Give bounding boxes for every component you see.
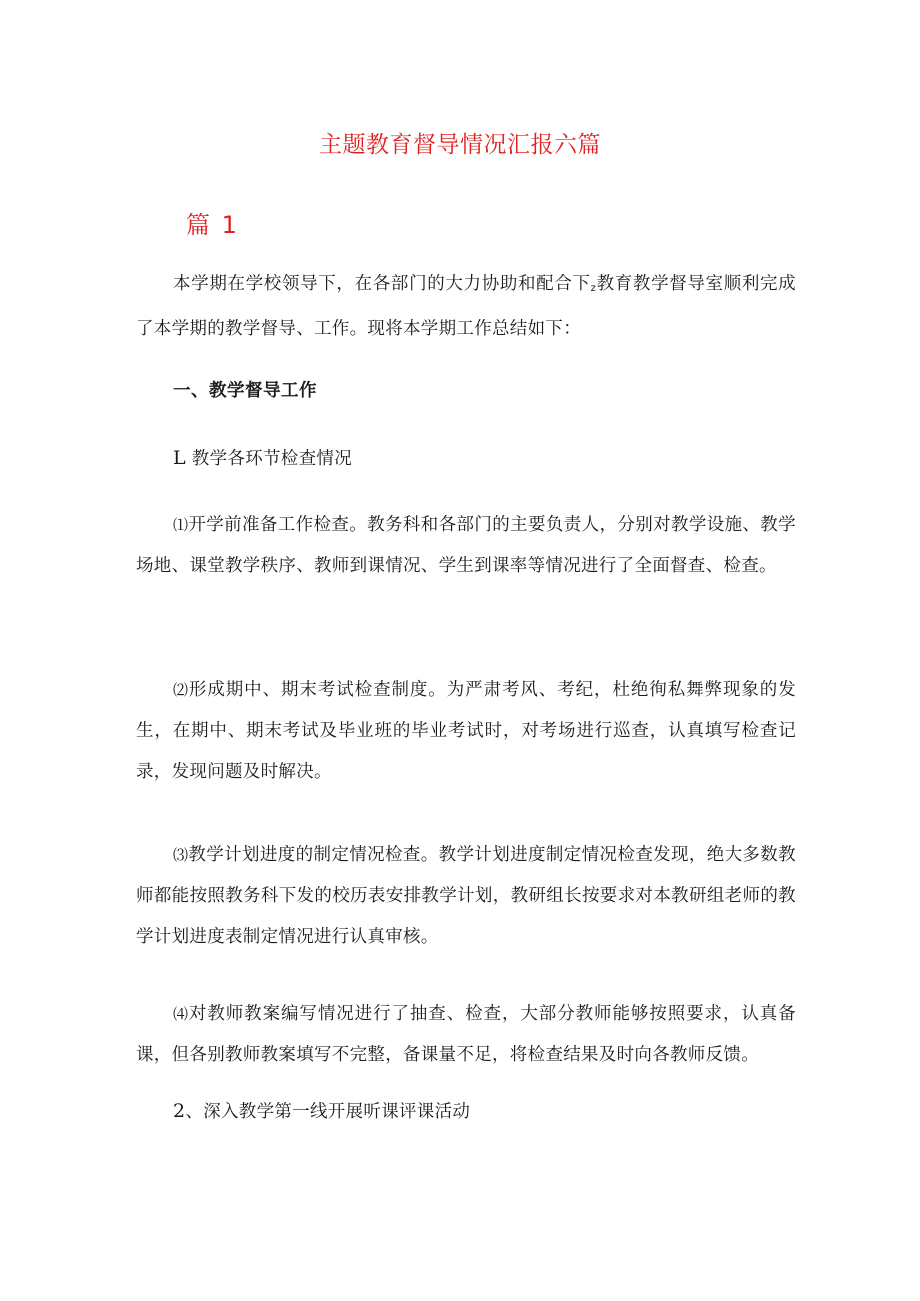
item-text: 对教师教案编写情况进行了抽查、检查，大部分教师能够按照要求，认真备课，但各别教师教案填写不完整，备课量不足，将检查结果及时向各教师反馈。 xyxy=(136,1004,796,1065)
subheading-inspection xyxy=(173,445,352,470)
subheading-text: 、深入教学第一线开展听课评课活动 xyxy=(185,1102,471,1122)
item-paragraph-3 xyxy=(136,835,796,958)
item-paragraph-4 xyxy=(136,994,796,1076)
intro-text-a: 本学期在学校领导下，在各部门的大力协助和配合下 xyxy=(173,274,591,294)
subheading-observation xyxy=(173,1098,470,1123)
subheading-number: L xyxy=(173,447,186,469)
item-text: 教学计划进度的制定情况检查。教学计划进度制定情况检查发现，绝大多数教师都能按照教务科下发的校历表安排教学计划，教研组长按要求对本教研组老师的教学计划进度表制定情况进行认真审核。 xyxy=(136,845,796,947)
intro-paragraph xyxy=(136,264,796,350)
item-number: ⑵ xyxy=(173,681,189,699)
section-heading: 篇 1 xyxy=(186,211,239,239)
item-number: ⑷ xyxy=(173,1005,189,1023)
item-text: 开学前准备工作检查。教务科和各部门的主要负责人，分别对教学设施、教学场地、课堂教学秩序、教师到课情况、学生到课率等情况进行了全面督查、检查。 xyxy=(136,515,796,576)
item-paragraph-1 xyxy=(136,505,796,587)
item-number: ⑶ xyxy=(173,846,189,864)
heading-teaching-supervision: 一、教学督导工作 xyxy=(173,381,317,401)
document-title: 主题教育督导情况汇报六篇 xyxy=(319,132,601,158)
item-text: 形成期中、期末考试检查制度。为严肃考风、考纪，杜绝徇私舞弊现象的发生，在期中、期末考试及毕业班的毕业考试时，对考场进行巡查，认真填写检查记录，发现问题及时解决。 xyxy=(136,680,796,782)
item-paragraph-2 xyxy=(136,670,796,793)
item-number: ⑴ xyxy=(173,516,189,534)
subheading-number: 2 xyxy=(173,1100,186,1122)
intro-text-b: 教育教学督导室顺利完成了本学期的教学督导、工作。现将本学期工作总结如下： xyxy=(136,274,796,339)
subheading-text: 教学各环节检查情况 xyxy=(191,449,352,469)
intro-mark: z xyxy=(590,283,597,294)
